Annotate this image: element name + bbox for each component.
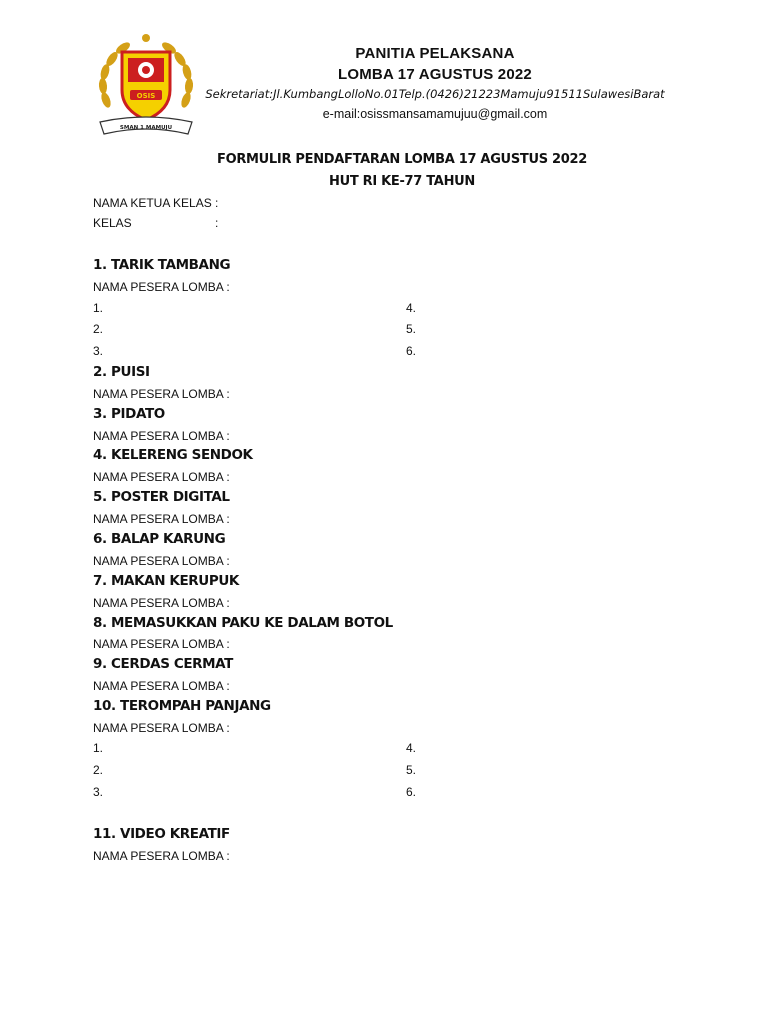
list-item: 2.	[93, 763, 104, 777]
list-item: 5.	[406, 763, 417, 777]
participant-label: NAMA PESERA LOMBA :	[93, 679, 230, 693]
form-subtitle: HUT RI KE-77 TAHUN	[328, 174, 475, 189]
colon: :	[215, 216, 219, 230]
colon: :	[215, 196, 219, 210]
section-balap-karung: 6. BALAP KARUNG	[93, 531, 226, 547]
section-poster-digital: 5. POSTER DIGITAL	[93, 489, 230, 505]
section-kelereng-sendok: 4. KELERENG SENDOK	[93, 447, 253, 463]
list-item: 4.	[406, 301, 417, 315]
list-item: 1.	[93, 741, 104, 755]
section-makan-kerupuk: 7. MAKAN KERUPUK	[93, 573, 239, 589]
org-name: PANITIA PELAKSANA	[355, 45, 515, 62]
event-name: LOMBA 17 AGUSTUS 2022	[338, 66, 532, 83]
list-item: 5.	[406, 322, 417, 336]
ketua-kelas-label: NAMA KETUA KELAS	[93, 196, 212, 210]
list-item: 3.	[93, 785, 104, 799]
participant-label: NAMA PESERA LOMBA :	[93, 512, 230, 526]
ketua-kelas-field	[93, 196, 218, 210]
logo-ribbon-text: SMAN 1 MAMUJU	[119, 125, 173, 131]
list-item: 2.	[93, 322, 104, 336]
list-item: 4.	[406, 741, 417, 755]
section-puisi: 2. PUISI	[93, 364, 150, 380]
section-pidato: 3. PIDATO	[93, 406, 165, 422]
section-cerdas-cermat: 9. CERDAS CERMAT	[93, 656, 233, 672]
participant-label: NAMA PESERA LOMBA :	[93, 721, 230, 735]
list-item: 6.	[406, 785, 417, 799]
email-address: e-mail:osissmansamamujuu@gmail.com	[322, 107, 548, 121]
participant-label: NAMA PESERA LOMBA :	[93, 470, 230, 484]
secretariat-address: Sekretariat:Jl.KumbangLolloNo.01Telp.(0426)21223Mamuju91511SulawesiBarat	[205, 87, 665, 101]
school-emblem-icon	[92, 30, 200, 138]
participant-label: NAMA PESERA LOMBA :	[93, 429, 230, 443]
participant-label: NAMA PESERA LOMBA :	[93, 596, 230, 610]
kelas-label: KELAS	[93, 216, 132, 230]
participant-label: NAMA PESERA LOMBA :	[93, 637, 230, 651]
participant-label: NAMA PESERA LOMBA :	[93, 554, 230, 568]
section-tarik-tambang: 1. TARIK TAMBANG	[93, 257, 231, 273]
list-item: 3.	[93, 344, 104, 358]
logo-badge-text: OSIS	[136, 92, 156, 100]
form-title: FORMULIR PENDAFTARAN LOMBA 17 AGUSTUS 2022	[217, 152, 587, 167]
section-video-kreatif: 11. VIDEO KREATIF	[93, 826, 230, 842]
section-memasukkan-paku: 8. MEMASUKKAN PAKU KE DALAM BOTOL	[93, 615, 393, 631]
participant-label: NAMA PESERA LOMBA :	[93, 387, 230, 401]
kelas-field	[93, 216, 218, 230]
list-item: 6.	[406, 344, 417, 358]
list-item: 1.	[93, 301, 104, 315]
section-terompah-panjang: 10. TEROMPAH PANJANG	[93, 698, 271, 714]
participant-label: NAMA PESERA LOMBA :	[93, 280, 230, 294]
participant-label: NAMA PESERA LOMBA :	[93, 849, 230, 863]
